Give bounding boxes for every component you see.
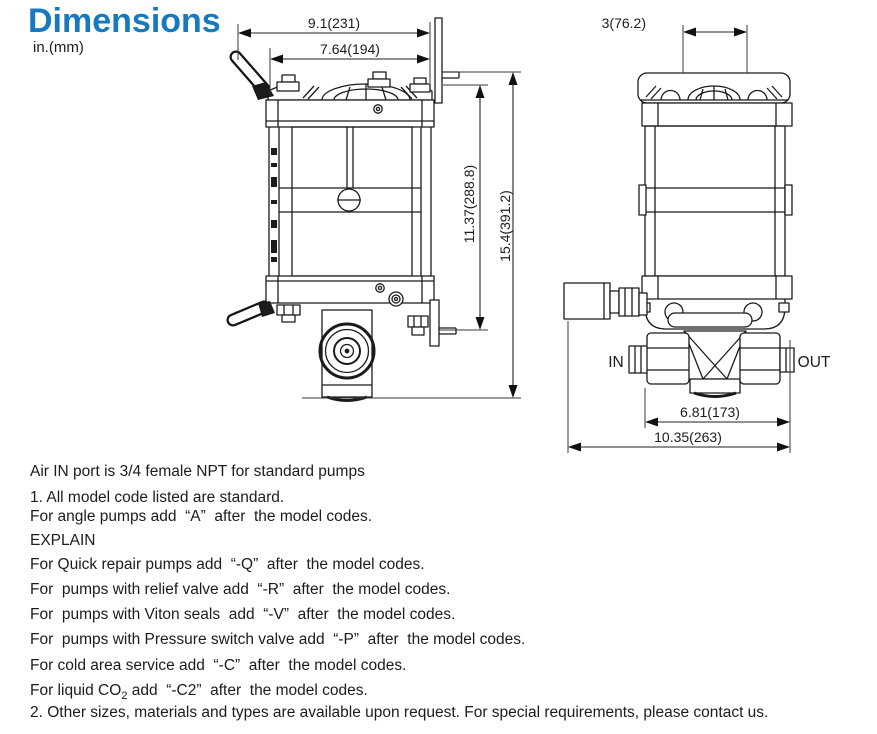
note-1-line-1: 1. All model code listed are standard. [30,489,285,506]
front-width-inner-dim: 7.64(194) [320,41,380,57]
front-height-body-dim: 11.37(288.8) [461,164,477,244]
note-1-line-2: For angle pumps add “A” after the model codes. [30,508,373,525]
side-valve-funnel [684,331,746,379]
units-label: in.(mm) [33,39,84,56]
front-lower-bracket [430,300,439,346]
side-overall-width-dim: 10.35(263) [654,429,722,445]
side-air-inlet [564,283,610,319]
explain-item-relief-valve: For pumps with relief valve add “-R” after the model codes. [30,581,451,598]
front-mount-bracket [435,18,442,103]
explain-item-cold-area: For cold area service add “-C” after the model codes. [30,657,407,674]
side-out-port-nut [740,333,780,384]
co2-prefix: For liquid CO [30,682,122,699]
side-port-span-dim: 6.81(173) [680,404,740,420]
explain-item-pressure-switch: For pumps with Pressure switch valve add “-P” after the model codes. [30,631,526,648]
side-top-width-dim: 3(76.2) [601,15,646,31]
explain-item-quick-repair: For Quick repair pumps add “-Q” after the model codes. [30,556,425,573]
note-2: 2. Other sizes, materials and types are available upon request. For special requirements, please contact us. [30,704,769,721]
co2-subscript: 2 [121,690,128,703]
out-port-label: OUT [797,354,831,371]
explain-heading: EXPLAIN [30,532,96,549]
co2-suffix: add “-C2” after the model codes. [127,682,368,699]
front-view-drawing [233,18,459,401]
front-height-overall-dim: 15.4(391.2) [497,190,513,262]
side-in-port-nut [647,333,689,384]
note-air-port: Air IN port is 3/4 female NPT for standard pumps [30,463,365,480]
explain-item-liquid-co2 [30,682,368,702]
in-port-label: IN [608,354,624,371]
side-view-drawing [564,73,831,397]
front-width-outer-dim: 9.1(231) [307,15,361,31]
page-title: Dimensions [28,2,221,40]
explain-item-viton-seals: For pumps with Viton seals add “-V” after the model codes. [30,606,456,623]
